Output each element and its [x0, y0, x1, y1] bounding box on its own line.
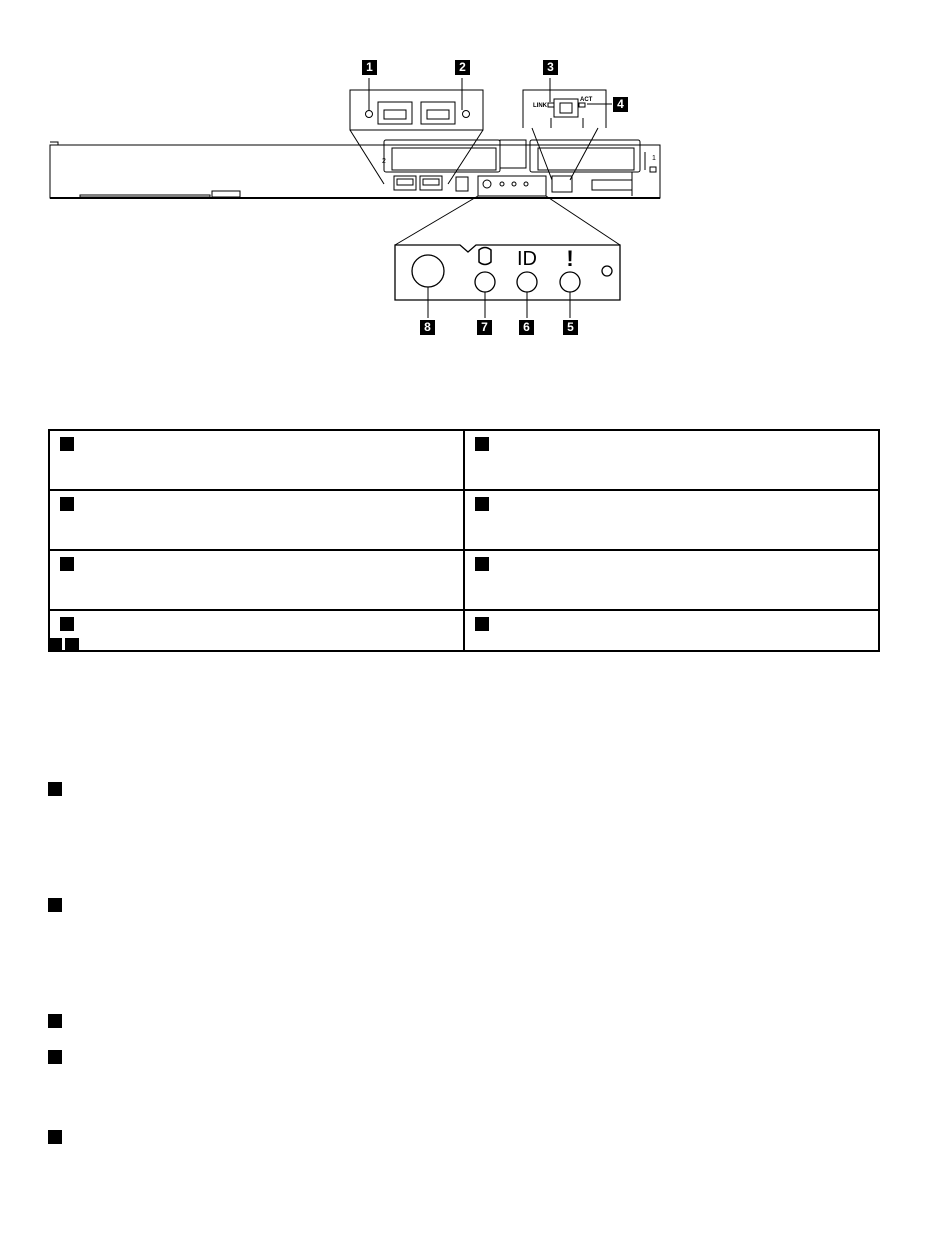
description-marker — [48, 1014, 62, 1028]
description-marker — [48, 782, 62, 796]
legend-cell — [49, 490, 464, 550]
callout-square — [475, 557, 489, 571]
legend-row — [49, 550, 879, 610]
callout-badge-4: 4 — [613, 97, 628, 112]
legend-cell — [464, 490, 879, 550]
description-marker — [48, 638, 62, 652]
link-label: LINK — [533, 103, 547, 109]
system-error-icon: ! — [566, 246, 574, 271]
operator-panel-zoom — [395, 196, 620, 318]
legend-cell — [49, 610, 464, 651]
callout-square — [60, 557, 74, 571]
description-marker — [48, 898, 62, 912]
legend-cell — [49, 550, 464, 610]
callout-badge-5: 5 — [563, 320, 578, 335]
legend-cell — [49, 430, 464, 490]
description-marker — [48, 1130, 62, 1144]
callout-badge-7: 7 — [477, 320, 492, 335]
legend-row — [49, 610, 879, 651]
legend-row — [49, 430, 879, 490]
act-label: ACT — [580, 97, 593, 103]
front-panel-diagram — [0, 0, 950, 360]
callout-square — [475, 617, 489, 631]
callout-square — [475, 437, 489, 451]
callout-badge-2: 2 — [455, 60, 470, 75]
legend-row — [49, 490, 879, 550]
drive-activity-icon — [479, 248, 491, 265]
legend-cell — [464, 610, 879, 651]
callout-badge-8: 8 — [420, 320, 435, 335]
callout-legend-table — [48, 429, 880, 652]
node-chassis — [50, 140, 660, 198]
callout-square — [60, 617, 74, 631]
callout-badge-3: 3 — [543, 60, 558, 75]
bay-label-1: 1 — [652, 155, 656, 162]
callout-square — [60, 497, 74, 511]
ethernet-zoom-box — [523, 78, 612, 180]
bay-label-2: 2 — [382, 158, 386, 165]
description-marker — [65, 638, 79, 652]
callout-badge-6: 6 — [519, 320, 534, 335]
callout-square — [60, 437, 74, 451]
identification-label: ID — [517, 248, 537, 270]
description-marker — [48, 1050, 62, 1064]
callout-badge-1: 1 — [362, 60, 377, 75]
callout-square — [475, 497, 489, 511]
usb-zoom-box — [350, 78, 483, 184]
legend-cell — [464, 550, 879, 610]
legend-cell — [464, 430, 879, 490]
